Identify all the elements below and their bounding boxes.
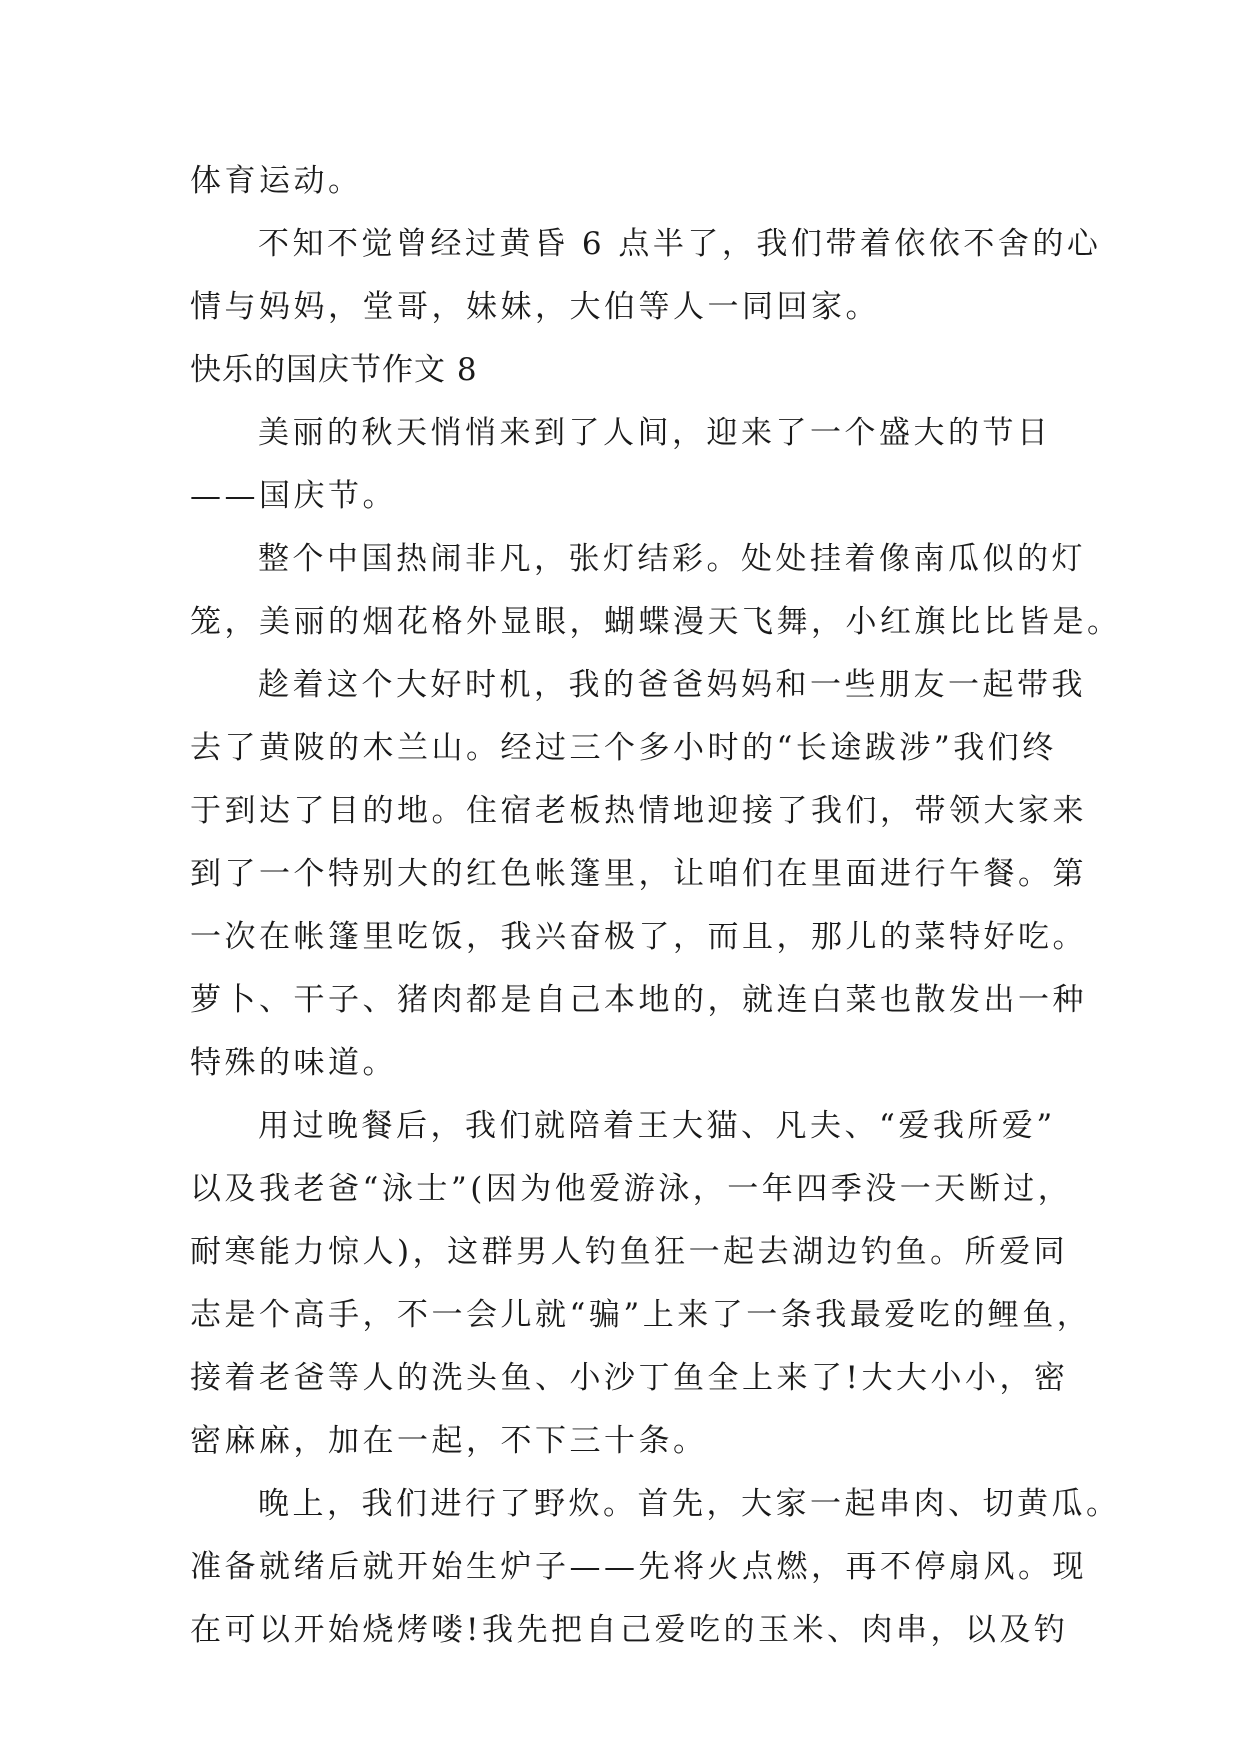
text-line: 一次在帐篷里吃饭，我兴奋极了，而且，那儿的菜特好吃。 [190,919,1087,955]
text-line: 耐寒能力惊人)，这群男人钓鱼狂一起去湖边钓鱼。所爱同 [190,1234,1069,1270]
text-line: 体育运动。 [190,163,363,199]
text-line: 在可以开始烧烤喽!我先把自己爱吃的玉米、肉串，以及钓 [190,1612,1069,1648]
document-body [190,150,1122,1662]
text-line: 以及我老爸“泳士”(因为他爱游泳，一年四季没一天断过， [190,1171,1073,1207]
paragraph-first-line: 整个中国热闹非凡，张灯结彩。处处挂着像南瓜似的灯 [258,541,1086,577]
paragraph-first-line: 美丽的秋天悄悄来到了人间，迎来了一个盛大的节日 [258,415,1052,451]
text-line: 于到达了目的地。住宿老板热情地迎接了我们，带领大家来 [190,793,1087,829]
text-line: 准备就绪后就开始生炉子——先将火点燃，再不停扇风。现 [190,1549,1087,1585]
paragraph-first-line: 用过晚餐后，我们就陪着王大猫、凡夫、“爱我所爱” [258,1108,1056,1144]
text-line: ——国庆节。 [190,478,397,514]
paragraph-first-line: 不知不觉曾经过黄昏 6 点半了，我们带着依依不舍的心 [258,226,1102,262]
text-line: 萝卜、干子、猪肉都是自己本地的，就连白菜也散发出一种 [190,982,1087,1018]
text-line: 特殊的味道。 [190,1045,397,1081]
text-line: 到了一个特别大的红色帐篷里，让咱们在里面进行午餐。第 [190,856,1087,892]
text-line: 情与妈妈，堂哥，妹妹，大伯等人一同回家。 [190,289,880,325]
text-line: 笼，美丽的烟花格外显眼，蝴蝶漫天飞舞，小红旗比比皆是。 [190,604,1122,640]
paragraph-first-line: 晚上，我们进行了野炊。首先，大家一起串肉、切黄瓜。 [258,1486,1121,1522]
text-line: 接着老爸等人的洗头鱼、小沙丁鱼全上来了!大大小小，密 [190,1360,1069,1396]
paragraph-first-line: 趁着这个大好时机，我的爸爸妈妈和一些朋友一起带我 [258,667,1086,703]
text-line: 去了黄陂的木兰山。经过三个多小时的“长途跋涉”我们终 [190,730,1057,766]
text-line: 志是个高手，不一会儿就“骗”上来了一条我最爱吃的鲤鱼， [190,1297,1092,1333]
text-line: 密麻麻，加在一起，不下三十条。 [190,1423,708,1459]
section-heading: 快乐的国庆节作文 8 [190,352,478,388]
